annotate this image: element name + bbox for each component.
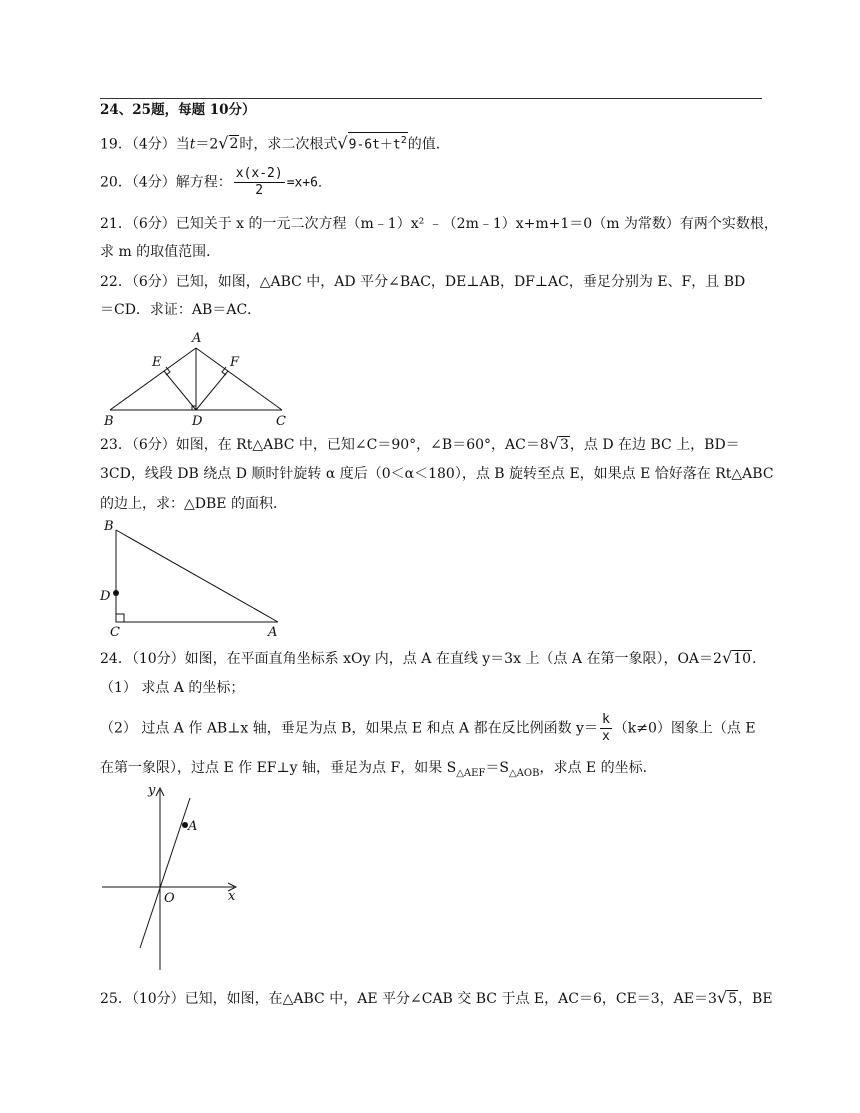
question-22-line1: 22．（6分）已知，如图，△ABC 中，AD 平分∠BAC，DE⊥AB，DF⊥AC，垂足分别为 E、F，且 BD (100, 274, 746, 290)
label-O: O (164, 891, 175, 906)
label-F: F (230, 355, 240, 370)
label-x: x (228, 889, 236, 904)
label-B: B (104, 414, 114, 429)
question-25-line1: 25．（10分）已知，如图，在△ABC 中，AE 平分∠CAB 交 BC 于点 E，AC＝6，CE＝3，AE＝3√5，BE (100, 988, 773, 1007)
question-24-part1: （1） 求点 A 的坐标； (100, 680, 245, 696)
question-19: 19．（4分）当t＝2√2时，求二次根式$√9-6t+t^2$的值． (100, 133, 450, 153)
question-23-line2: 3CD，线段 DB 绕点 D 顺时针旋转 α 度后（0＜α＜180），点 B 旋转至点 E，如果点 E 恰好落在 Rt△ABC (100, 466, 774, 482)
label-C: C (276, 414, 286, 429)
figure-22 (100, 330, 300, 430)
question-23-line3: 的边上，求：△DBE 的面积． (100, 496, 287, 512)
label-y: y (148, 783, 156, 798)
question-21-line2: 求 m 的取值范围． (100, 244, 221, 260)
question-20: 20．（4分）解方程： $\frac{x(x-2)}{2}$ =x+6． (100, 166, 332, 198)
question-22-line2: ＝CD．求证：AB＝AC． (100, 302, 262, 318)
figure-24 (96, 780, 246, 976)
section-header: 24、25题，每题 10分） (100, 102, 256, 118)
label-B: B (104, 519, 114, 534)
question-24-line4: 在第一象限），过点 E 作 EF⊥y 轴，垂足为点 F，如果 $S_{\triangle AEF}=S_{\triangle AOB}$，求点 E 的坐标． (100, 760, 657, 779)
question-24-part2: （2） 过点 A 作 AB⊥x 轴，垂足为点 B，如果点 E 和点 A 都在反比例函数 y＝ $\frac{k}{x}$ （k≠0）图象上（点 E (100, 712, 756, 744)
question-23-line1: 23．（6分）如图，在 Rt△ABC 中，已知∠C＝90°，∠B＝60°，AC＝8√3，点 D 在边 BC 上，BD＝ (100, 434, 740, 453)
label-A: A (268, 625, 278, 640)
label-D: D (100, 589, 111, 604)
label-A: A (188, 819, 198, 834)
figure-23 (100, 518, 290, 642)
label-D: D (192, 414, 203, 429)
label-E: E (152, 355, 162, 370)
label-C: C (110, 625, 120, 640)
top-rule (100, 98, 762, 99)
question-21-line1: 21．（6分）已知关于 x 的一元二次方程（m﹣1）x² ﹣（2m﹣1）x+m+1＝0（m 为常数）有两个实数根， (100, 216, 778, 232)
label-A: A (192, 331, 202, 346)
question-24-line1: 24．（10分）如图，在平面直角坐标系 xOy 内，点 A 在直线 y＝3x 上（点 A 在第一象限），OA＝2√10. (100, 648, 757, 667)
